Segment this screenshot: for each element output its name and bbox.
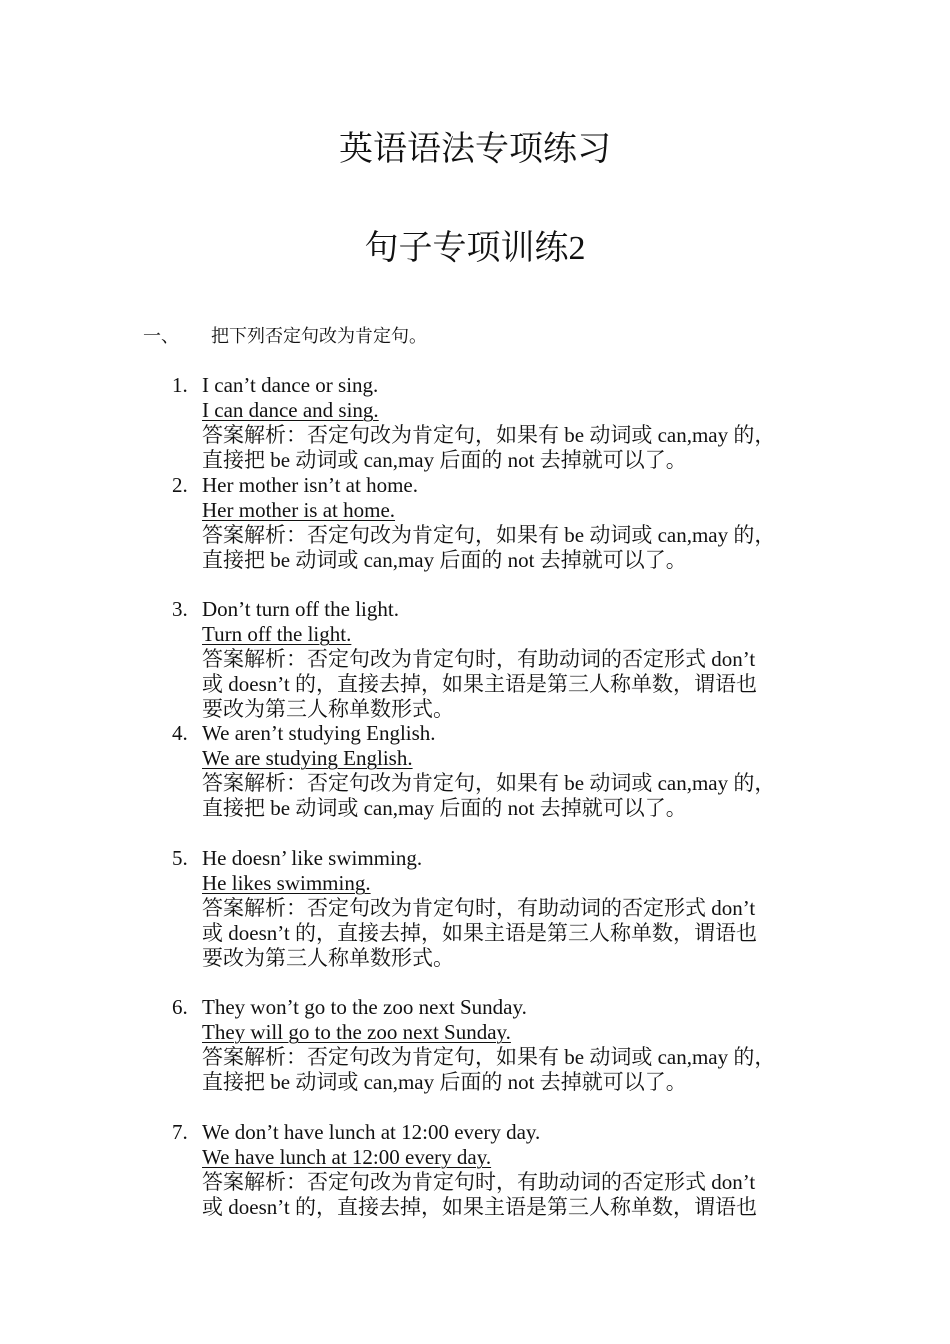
item-answer: They will go to the zoo next Sunday. <box>202 1020 511 1044</box>
item-explanation-line: 要改为第三人称单数形式。 <box>202 697 454 721</box>
item-number: 5. <box>172 846 188 870</box>
document-subtitle: 句子专项训练2 <box>364 230 586 267</box>
item-number: 4. <box>172 721 188 745</box>
document-title: 英语语法专项练习 <box>339 131 611 168</box>
item-answer: We have lunch at 12:00 every day. <box>202 1145 492 1169</box>
section-heading <box>143 323 427 349</box>
section-instruction: 把下列否定句改为肯定句。 <box>211 326 427 346</box>
item-explanation-line: 或 doesn’t 的，直接去掉，如果主语是第三人称单数，谓语也 <box>202 1195 757 1219</box>
item-explanation-line: 或 doesn’t 的，直接去掉，如果主语是第三人称单数，谓语也 <box>202 921 757 945</box>
item-answer: He likes swimming. <box>202 871 371 895</box>
item-question: Don’t turn off the light. <box>202 597 399 621</box>
item-question: I can’t dance or sing. <box>202 373 379 397</box>
item-answer: Her mother is at home. <box>202 498 396 522</box>
item-explanation-line: 答案解析：否定句改为肯定句，如果有 be 动词或 can,may 的， <box>202 771 776 795</box>
section-number: 一、 <box>143 326 179 346</box>
item-explanation-line: 直接把 be 动词或 can,may 后面的 not 去掉就可以了。 <box>202 1070 687 1094</box>
item-answer: We are studying English. <box>202 746 413 770</box>
item-explanation-line: 直接把 be 动词或 can,may 后面的 not 去掉就可以了。 <box>202 448 687 472</box>
item-number: 2. <box>172 473 188 497</box>
item-explanation-line: 直接把 be 动词或 can,may 后面的 not 去掉就可以了。 <box>202 796 687 820</box>
item-question: We aren’t studying English. <box>202 721 436 745</box>
item-explanation-line: 答案解析：否定句改为肯定句时，有助动词的否定形式 don’t <box>202 896 756 920</box>
item-explanation-line: 或 doesn’t 的，直接去掉，如果主语是第三人称单数，谓语也 <box>202 672 757 696</box>
item-answer: I can dance and sing. <box>202 398 379 422</box>
item-answer: Turn off the light. <box>202 622 352 646</box>
item-question: They won’t go to the zoo next Sunday. <box>202 995 527 1019</box>
item-number: 1. <box>172 373 188 397</box>
item-explanation-line: 要改为第三人称单数形式。 <box>202 946 454 970</box>
item-explanation-line: 答案解析：否定句改为肯定句，如果有 be 动词或 can,may 的， <box>202 523 776 547</box>
item-explanation-line: 答案解析：否定句改为肯定句时，有助动词的否定形式 don’t <box>202 647 756 671</box>
item-explanation-line: 答案解析：否定句改为肯定句，如果有 be 动词或 can,may 的， <box>202 1045 776 1069</box>
item-explanation-line: 答案解析：否定句改为肯定句时，有助动词的否定形式 don’t <box>202 1170 756 1194</box>
item-question: He doesn’ like swimming. <box>202 846 423 870</box>
item-number: 7. <box>172 1120 188 1144</box>
item-number: 3. <box>172 597 188 621</box>
item-question: We don’t have lunch at 12:00 every day. <box>202 1120 541 1144</box>
item-explanation-line: 答案解析：否定句改为肯定句，如果有 be 动词或 can,may 的， <box>202 423 776 447</box>
item-number: 6. <box>172 995 188 1019</box>
item-question: Her mother isn’t at home. <box>202 473 418 497</box>
item-explanation-line: 直接把 be 动词或 can,may 后面的 not 去掉就可以了。 <box>202 548 687 572</box>
